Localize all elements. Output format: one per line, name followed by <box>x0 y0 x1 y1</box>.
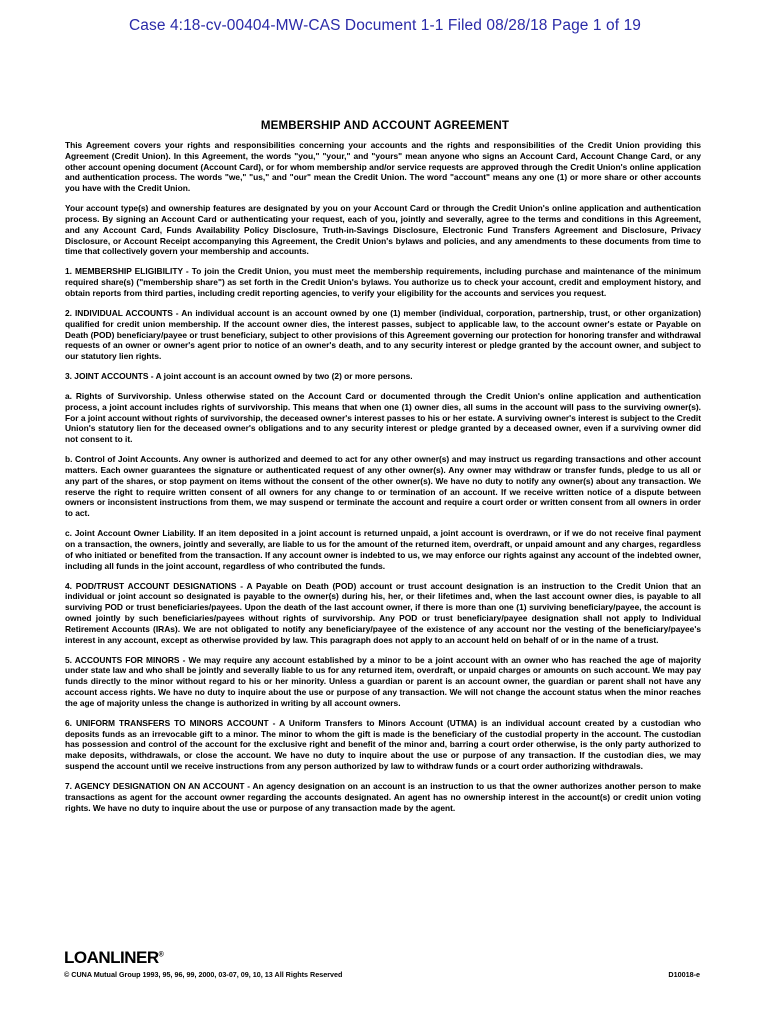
paragraph-rights-of-survivorship: a. Rights of Survivorship. Unless otherwise stated on the Account Card or documented through the Credit Union's online application and authentication process, a joint account includes rights of survivorship. This means that when one (1) owner dies, all sums in the account will pass to the surviving owner(s). For a joint account without rights of survivorship, the deceased owner's interest passes to his or her estate. A surviving owner's interest is subject to the Credit Union's statutory lien for the deceased owner's obligations and to any security interest or pledge granted by a deceased owner, even if a surviving owner did not consent to it. <box>65 391 701 445</box>
logo-text: LOANLINER <box>64 948 159 967</box>
paragraph-accounts-for-minors: 5. ACCOUNTS FOR MINORS - We may require any account established by a minor to be a joint account with an owner who has reached the age of majority under state law and who shall be jointly and severally liable to us for any returned item, overdraft, or unpaid charges or amounts on such account. We may pay funds directly to the minor without regard to his or her minority. Unless a guardian or parent is an account owner, the guardian or parent shall not have any account access rights. We have no duty to inquire about the use or purpose of any transaction. We will not change the account status when the minor reaches the age of majority unless the change is authorized in writing by all account owners. <box>65 654 701 708</box>
agreement-body <box>65 140 701 822</box>
document-title: MEMBERSHIP AND ACCOUNT AGREEMENT <box>260 120 510 132</box>
paragraph-pod-trust: 4. POD/TRUST ACCOUNT DESIGNATIONS - A Payable on Death (POD) account or trust account designation is an instruction to the Credit Union that an individual or joint account so designated is payable to the owner(s) during his, her, or their lifetimes and, when the last account owner dies, is payable to all surviving POD or trust beneficiaries/payees. Upon the death of the last account owner, if there is more than one (1) surviving beneficiary/payee, the account is owned jointly by such beneficiaries/payees without rights of survivorship. Any POD or trust beneficiary/payee designation shall not apply to Individual Retirement Accounts (IRAs). We are not obligated to notify any beneficiary/payee of the existence of any account nor the vesting of the beneficiary/payee's interest in any account, except as otherwise provided by law. This paragraph does not apply to an account held on behalf of or in the name of a trust. <box>65 580 701 645</box>
paragraph-agency-designation: 7. AGENCY DESIGNATION ON AN ACCOUNT - An agency designation on an account is an instruction to us that the owner authorizes another person to make transactions as agent for the account owner regarding the accounts designated. An agent has no ownership interest in the account(s) or credit union voting rights. We have no duty to inquire about the use or purpose of any transaction made by the agent. <box>65 780 701 813</box>
paragraph-utma: 6. UNIFORM TRANSFERS TO MINORS ACCOUNT - A Uniform Transfers to Minors Account (UTMA) is an individual account created by a custodian who deposits funds as an irrevocable gift to a minor. The minor to whom the gift is made is the beneficiary of the custodial property in the account. The custodian has possession and control of the account for the exclusive right and benefit of the minor and, barring a court order otherwise, is the only party authorized to make deposits, withdrawals, or close the account. We have no duty to inquire about the use or purpose of any transaction. If the custodian dies, we may suspend the account until we receive instructions from any person authorized by law to withdraw funds or a court order authorizing withdrawals. <box>65 717 701 771</box>
footer-form-code: D10018-e <box>668 970 700 979</box>
paragraph-joint-accounts: 3. JOINT ACCOUNTS - A joint account is an account owned by two (2) or more persons. <box>65 371 413 382</box>
paragraph-membership-eligibility: 1. MEMBERSHIP ELIGIBILITY - To join the Credit Union, you must meet the membership requirements, including purchase and maintenance of the minimum required share(s) ("membership share") as set forth in the Credit Union's bylaws. You authorize us to check your account, credit and employment history, and obtain reports from third parties, including credit reporting agencies, to verify your eligibility for the accounts and services you request. <box>65 266 701 298</box>
paragraph-intro: This Agreement covers your rights and responsibilities concerning your accounts and the rights and responsibilities of the Credit Union providing this Agreement (Credit Union). In this Agreement, the words "you," "your," and "yours" mean anyone who signs an Account Card, Account Change Card, or any other account opening document (Account Card), or for whom membership and/or service requests are approved through the Credit Union's online application and authentication process. The words "we," "us," and "our" mean the Credit Union. The word "account" means any one (1) or more share or other accounts you have with the Credit Union. <box>65 140 701 194</box>
footer-copyright: © CUNA Mutual Group 1993, 95, 96, 99, 2000, 03-07, 09, 10, 13 All Rights Reserved <box>64 970 343 979</box>
case-header: Case 4:18-cv-00404-MW-CAS Document 1-1 Filed 08/28/18 Page 1 of 19 <box>128 17 642 34</box>
paragraph-individual-accounts: 2. INDIVIDUAL ACCOUNTS - An individual account is an account owned by one (1) member (individual, corporation, partnership, trust, or other organization) qualified for credit union membership. If the account owner dies, the interest passes, subject to applicable law, to the account owner's estate or Payable on Death (POD) beneficiary/payee or trust beneficiary, subject to other provisions of this Agreement governing our protection for honoring transfer and withdrawal requests of an owner or owner's agent prior to notice of an owner's death, and to any security interest or pledge granted by the account owner, and subject to our statutory lien rights. <box>65 307 701 362</box>
paragraph-account-type: Your account type(s) and ownership features are designated by you on your Account Card or through the Credit Union's online application and authentication process. By signing an Account Card or authenticating your request, each of you, jointly and severally, agree to the terms and conditions in this Agreement, and any Account Card, Funds Availability Policy Disclosure, Truth-in-Savings Disclosure, Electronic Fund Transfers Agreement and Disclosure, Privacy Disclosure, or Account Receipt accompanying this Agreement, the Credit Union's bylaws and policies, and any amendments to these documents from time to time that collectively govern your membership and accounts. <box>65 203 701 257</box>
paragraph-joint-owner-liability: c. Joint Account Owner Liability. If an item deposited in a joint account is returned unpaid, a joint account is overdrawn, or if we do not receive final payment on a transaction, the owners, jointly and severally, are liable to us for the amount of the returned item, overdraft, or unpaid amount and any charges, regardless of who initiated or benefited from the transaction. If any account owner is indebted to us, we may enforce our rights against any account of the indebted owner, including all funds in the joint account, regardless of who contributed the funds. <box>65 528 701 571</box>
logo-registered-mark: ® <box>158 951 164 959</box>
paragraph-control-of-joint-accounts: b. Control of Joint Accounts. Any owner is authorized and deemed to act for any other owner(s) and may instruct us regarding transactions and other account matters. Each owner guarantees the signature or authenticated request of any other owner(s). Any owner may withdraw or transfer funds, pledge to us all or any part of the shares, or stop payment on items without the consent of the other owner(s). We have no duty to notify any owner(s) about any transaction. We reserve the right to require written consent of all owners for any change to or termination of an account. If we receive written notice of a dispute between owners or inconsistent instructions from them, we may suspend or terminate the account and require a court order or written consent from all owners in order to act. <box>65 454 701 519</box>
